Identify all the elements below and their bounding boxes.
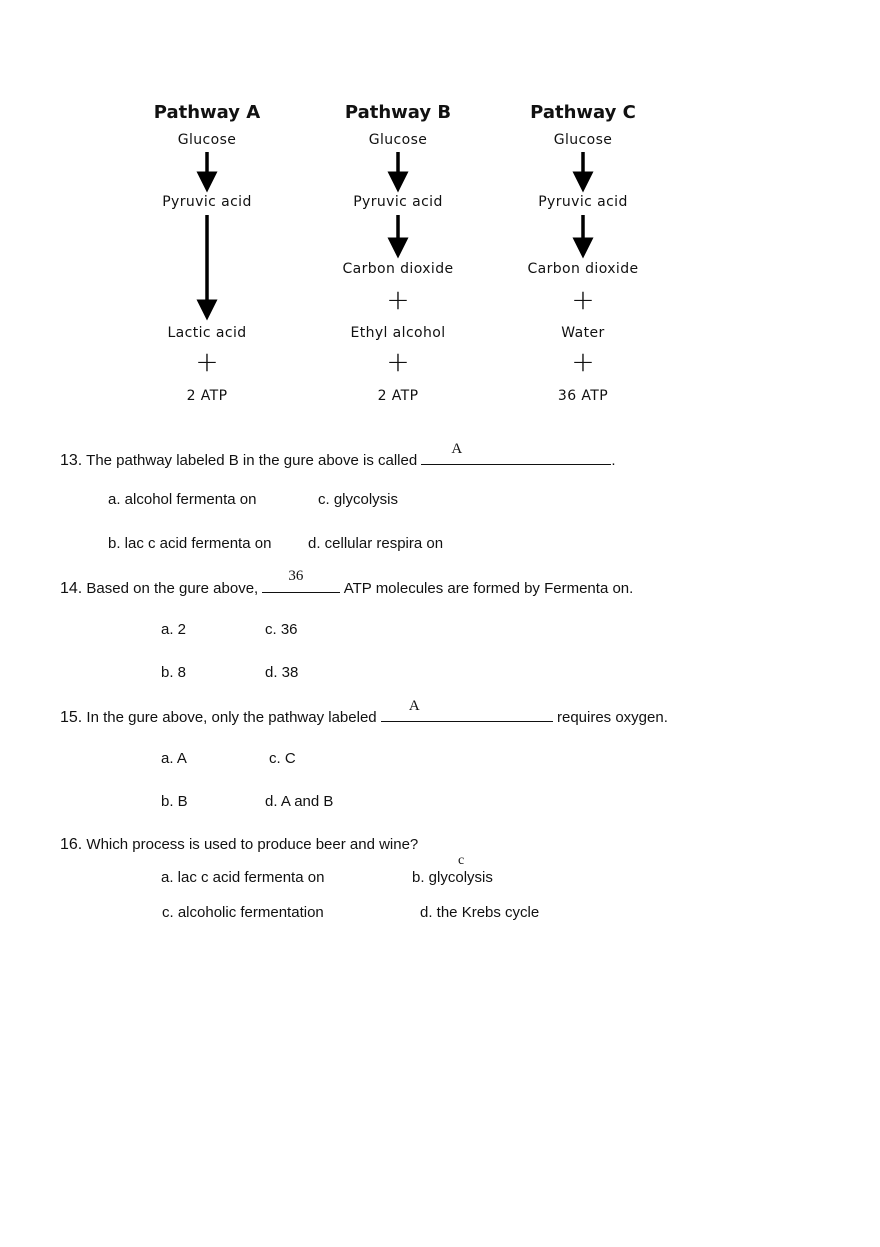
option[interactable]: c. glycolysis bbox=[318, 491, 399, 508]
pathway-b-glucose: Glucose bbox=[368, 132, 428, 148]
option[interactable]: a. alcohol fermenta on bbox=[108, 491, 257, 508]
pathway-c-title: Pathway C bbox=[530, 102, 636, 123]
pathway-b-co2: Carbon dioxide bbox=[342, 261, 454, 277]
handwritten-answer: A bbox=[408, 698, 420, 714]
option[interactable]: b. 8 bbox=[161, 664, 187, 681]
option[interactable]: a. lac c acid fermenta on bbox=[161, 869, 325, 886]
pathway-a-atp: 2 ATP bbox=[186, 388, 228, 404]
question-text: In the gure above, only the pathway labeled bbox=[86, 709, 377, 726]
question-number: 16. bbox=[60, 836, 83, 853]
option[interactable]: b. lac c acid fermenta on bbox=[108, 535, 272, 552]
pathway-a-title: Pathway A bbox=[153, 102, 261, 123]
answer-blank[interactable] bbox=[262, 568, 340, 593]
question-text: Based on the gure above, bbox=[86, 580, 259, 597]
option[interactable]: c. 36 bbox=[265, 621, 298, 638]
option[interactable]: b. B bbox=[161, 793, 188, 810]
option[interactable]: d. 38 bbox=[265, 664, 299, 681]
pathway-b-pyruvic: Pyruvic acid bbox=[353, 194, 443, 210]
pathway-c-plus-2: + bbox=[571, 345, 595, 378]
pathway-b-plus-1: + bbox=[386, 283, 410, 316]
option[interactable]: b. glycolysis bbox=[412, 869, 493, 886]
question-text-end: ATP molecules are formed by Fermenta on. bbox=[343, 580, 634, 597]
question-text: The pathway labeled B in the gure above is called bbox=[86, 452, 418, 469]
option[interactable]: c. C bbox=[269, 750, 296, 767]
question-15 bbox=[60, 698, 668, 727]
question-16 bbox=[60, 836, 418, 854]
question-number: 15. bbox=[60, 709, 83, 726]
question-13 bbox=[60, 441, 616, 470]
pathway-c-plus-1: + bbox=[571, 283, 595, 316]
option[interactable]: d. cellular respira on bbox=[308, 535, 444, 552]
handwritten-answer: 36 bbox=[288, 568, 304, 584]
pathway-a-pyruvic: Pyruvic acid bbox=[162, 194, 252, 210]
question-text: Which process is used to produce beer and wine? bbox=[86, 836, 419, 853]
pathway-b-ethyl: Ethyl alcohol bbox=[350, 325, 446, 341]
pathway-a-glucose: Glucose bbox=[177, 132, 237, 148]
pathway-b-title: Pathway B bbox=[344, 102, 452, 123]
answer-blank[interactable] bbox=[381, 698, 553, 722]
pathway-b-plus-2: + bbox=[386, 345, 410, 378]
question-text-end: . bbox=[611, 452, 616, 469]
pathway-c-pyruvic: Pyruvic acid bbox=[538, 194, 628, 210]
option[interactable]: a. 2 bbox=[161, 621, 187, 638]
option[interactable]: d. A and B bbox=[265, 793, 334, 810]
question-number: 13. bbox=[60, 452, 83, 469]
pathway-c-water: Water bbox=[561, 325, 605, 341]
pathway-c-glucose: Glucose bbox=[553, 132, 613, 148]
question-number: 14. bbox=[60, 580, 83, 597]
pathway-a-lactic: Lactic acid bbox=[167, 325, 247, 341]
question-text-end: requires oxygen. bbox=[556, 709, 668, 726]
pathway-c-atp: 36 ATP bbox=[557, 388, 609, 404]
pathway-c-co2: Carbon dioxide bbox=[527, 261, 639, 277]
option[interactable]: a. A bbox=[161, 750, 187, 767]
pathway-a-plus: + bbox=[195, 345, 219, 378]
handwritten-answer: c bbox=[458, 853, 465, 868]
option[interactable]: c. alcoholic fermentation bbox=[162, 904, 324, 921]
question-14 bbox=[60, 568, 634, 598]
option[interactable]: d. the Krebs cycle bbox=[420, 904, 540, 921]
pathway-b-atp: 2 ATP bbox=[377, 388, 419, 404]
answer-blank[interactable] bbox=[421, 441, 611, 465]
handwritten-answer: A bbox=[451, 441, 463, 457]
